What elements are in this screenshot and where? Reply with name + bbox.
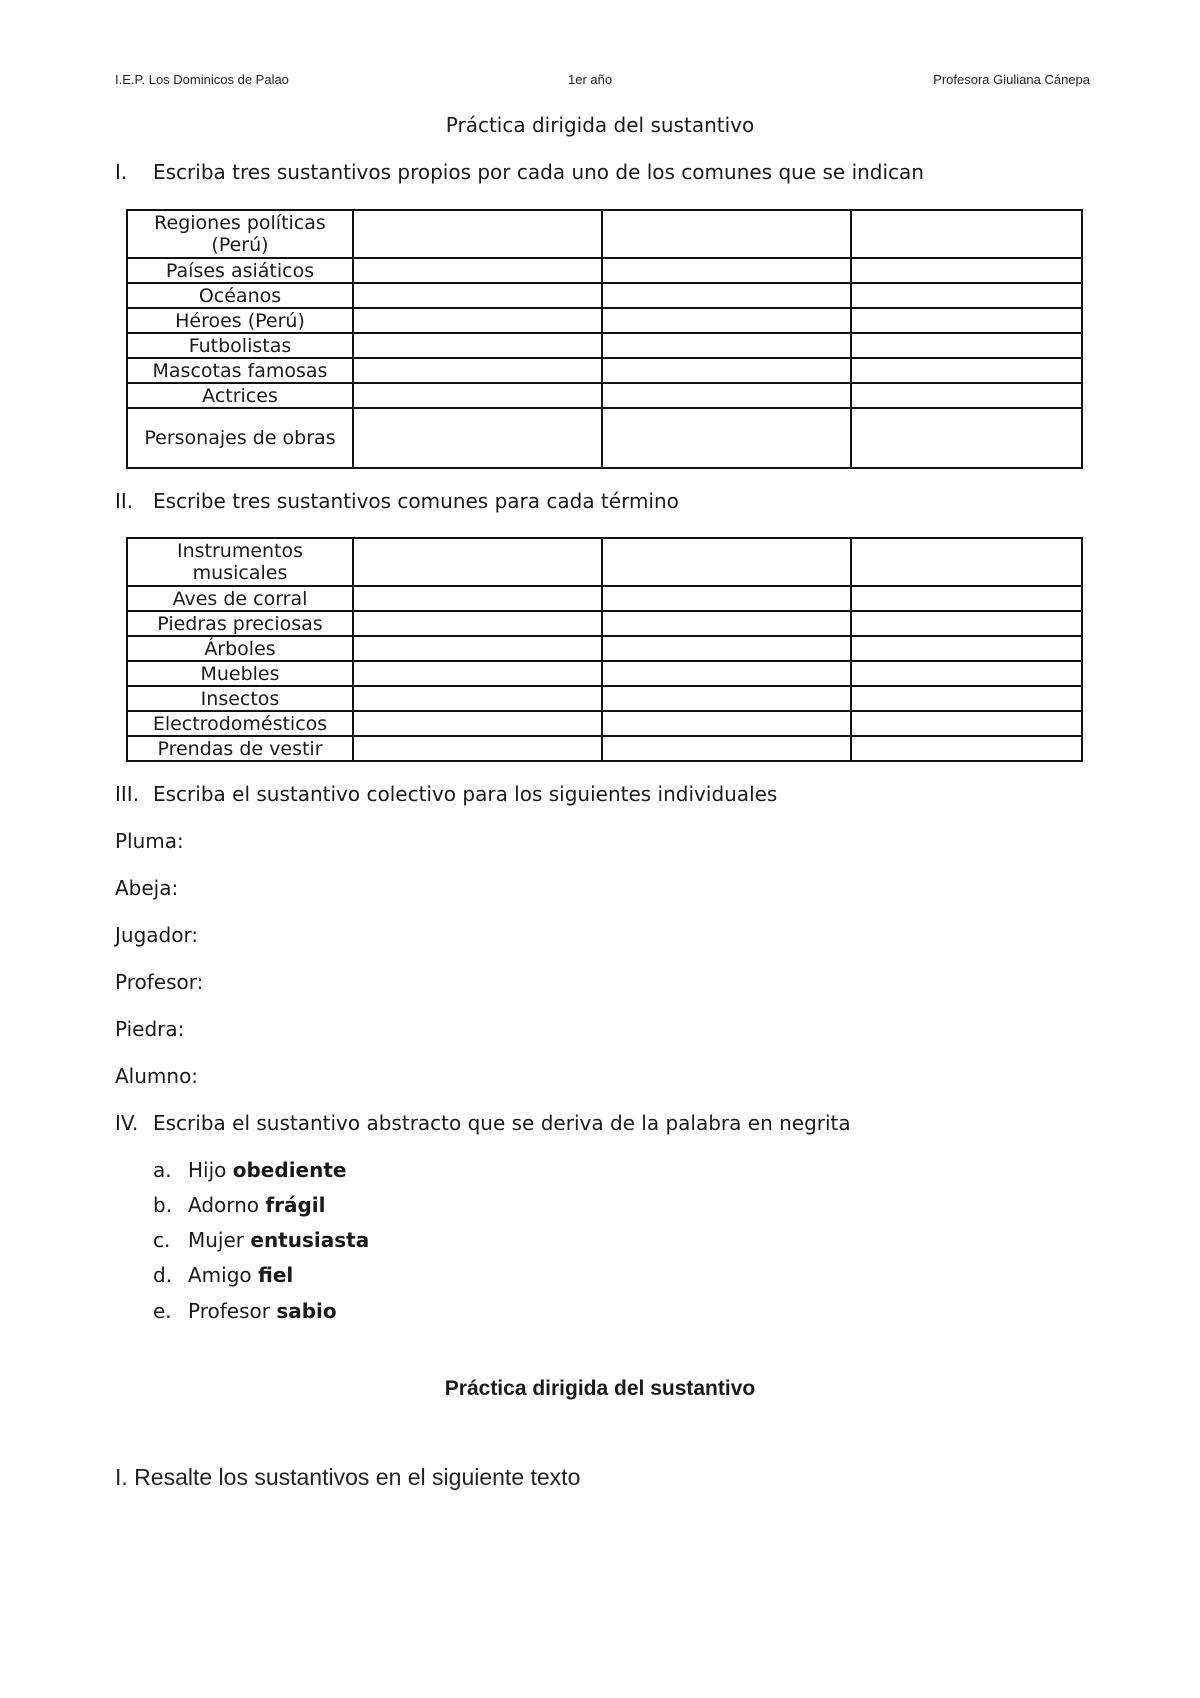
item-bold-word: frágil [265,1193,326,1217]
item-bold-word: obediente [232,1158,347,1182]
row-category-label: Insectos [127,686,353,711]
answer-cell[interactable] [353,711,602,736]
answer-cell[interactable] [353,611,602,636]
item-bold-word: entusiasta [250,1228,370,1252]
row-category-label: Piedras preciosas [127,611,353,636]
item-letter: e. [153,1299,172,1323]
item-letter: a. [153,1158,172,1182]
table-row [127,210,1082,258]
table-row [127,736,1082,761]
page-title: Práctica dirigida del sustantivo [445,113,755,137]
answer-cell[interactable] [602,736,851,761]
table-row [127,408,1082,468]
answer-cell[interactable] [602,210,851,258]
answer-cell[interactable] [602,383,851,408]
item-text: Hijo [188,1158,227,1182]
table-row [127,333,1082,358]
page-header [115,72,1090,90]
answer-cell[interactable] [851,636,1082,661]
answer-cell[interactable] [602,408,851,468]
table-row [127,383,1082,408]
collective-word-pluma: Pluma: [115,829,184,853]
answer-cell[interactable] [851,383,1082,408]
table-row [127,258,1082,283]
row-category-label: Instrumentos musicales [127,538,353,586]
answer-cell[interactable] [851,408,1082,468]
row-category-label: Aves de corral [127,586,353,611]
row-category-label: Océanos [127,283,353,308]
row-category-label: Muebles [127,661,353,686]
answer-cell[interactable] [353,408,602,468]
answer-cell[interactable] [602,538,851,586]
answer-cell[interactable] [353,333,602,358]
answer-cell[interactable] [851,661,1082,686]
row-category-label: Mascotas famosas [127,358,353,383]
answer-cell[interactable] [602,611,851,636]
answer-cell[interactable] [851,711,1082,736]
answer-cell[interactable] [851,686,1082,711]
answer-cell[interactable] [851,736,1082,761]
row-category-label: Electrodomésticos [127,711,353,736]
table-row [127,636,1082,661]
proper-nouns-table [126,209,1083,469]
answer-cell[interactable] [353,686,602,711]
section-number: II. [115,489,134,513]
abstract-item [153,1299,337,1323]
item-letter: b. [153,1193,173,1217]
answer-cell[interactable] [353,258,602,283]
answer-cell[interactable] [602,358,851,383]
answer-cell[interactable] [602,636,851,661]
abstract-item [153,1193,326,1217]
item-bold-word: sabio [276,1299,337,1323]
section-instruction: Escriba el sustantivo abstracto que se deriva de la palabra en negrita [153,1111,851,1135]
answer-cell[interactable] [353,210,602,258]
answer-cell[interactable] [353,308,602,333]
answer-cell[interactable] [353,358,602,383]
section-number: IV. [115,1111,139,1135]
collective-word-jugador: Jugador: [115,923,199,947]
section-number: III. [115,782,140,806]
table-row [127,358,1082,383]
answer-cell[interactable] [602,283,851,308]
item-letter: d. [153,1263,173,1287]
collective-word-abeja: Abeja: [115,876,179,900]
table-row [127,283,1082,308]
row-category-label: Prendas de vestir [127,736,353,761]
abstract-item [153,1158,346,1182]
item-text: Profesor [188,1299,270,1323]
answer-cell[interactable] [851,258,1082,283]
common-nouns-table [126,537,1083,762]
answer-cell[interactable] [353,636,602,661]
item-bold-word: fiel [258,1263,294,1287]
answer-cell[interactable] [851,333,1082,358]
collective-word-piedra: Piedra: [115,1017,185,1041]
teacher-name: Profesora Giuliana Cánepa [933,72,1090,87]
section-instruction: Escriba tres sustantivos propios por cada uno de los comunes que se indican [153,160,924,184]
collective-word-profesor: Profesor: [115,970,204,994]
row-category-label: Héroes (Perú) [127,308,353,333]
answer-cell[interactable] [602,711,851,736]
answer-cell[interactable] [353,586,602,611]
item-text: Mujer [188,1228,245,1252]
answer-cell[interactable] [353,661,602,686]
table-row [127,611,1082,636]
table-row [127,686,1082,711]
answer-cell[interactable] [602,686,851,711]
grade-label: 1er año [568,72,613,87]
answer-cell[interactable] [851,586,1082,611]
answer-cell[interactable] [602,661,851,686]
table-row [127,711,1082,736]
answer-cell[interactable] [353,283,602,308]
answer-cell[interactable] [851,358,1082,383]
answer-cell[interactable] [851,283,1082,308]
answer-cell[interactable] [602,308,851,333]
item-letter: c. [153,1228,171,1252]
section-number: I. [115,160,128,184]
part2-instruction: I. Resalte los sustantivos en el siguiente texto [115,1464,581,1490]
collective-word-alumno: Alumno: [115,1064,199,1088]
answer-cell[interactable] [851,611,1082,636]
row-category-label: Regiones políticas (Perú) [127,210,353,258]
table-row [127,586,1082,611]
table-row [127,661,1082,686]
table-row [127,538,1082,586]
abstract-item [153,1263,293,1287]
answer-cell[interactable] [851,538,1082,586]
section-instruction: Escribe tres sustantivos comunes para cada término [153,489,679,513]
row-category-label: Países asiáticos [127,258,353,283]
second-page-title: Práctica dirigida del sustantivo [444,1377,756,1400]
table-row [127,308,1082,333]
section-instruction: Escriba el sustantivo colectivo para los siguientes individuales [153,782,778,806]
answer-cell[interactable] [851,210,1082,258]
item-text: Adorno [188,1193,260,1217]
answer-cell[interactable] [602,333,851,358]
answer-cell[interactable] [602,258,851,283]
row-category-label: Actrices [127,383,353,408]
answer-cell[interactable] [851,308,1082,333]
answer-cell[interactable] [353,383,602,408]
answer-cell[interactable] [353,736,602,761]
row-category-label: Árboles [127,636,353,661]
answer-cell[interactable] [602,586,851,611]
school-name: I.E.P. Los Dominicos de Palao [115,72,289,87]
item-text: Amigo [188,1263,252,1287]
row-category-label: Futbolistas [127,333,353,358]
answer-cell[interactable] [353,538,602,586]
row-category-label: Personajes de obras [127,408,353,468]
abstract-item [153,1228,369,1252]
